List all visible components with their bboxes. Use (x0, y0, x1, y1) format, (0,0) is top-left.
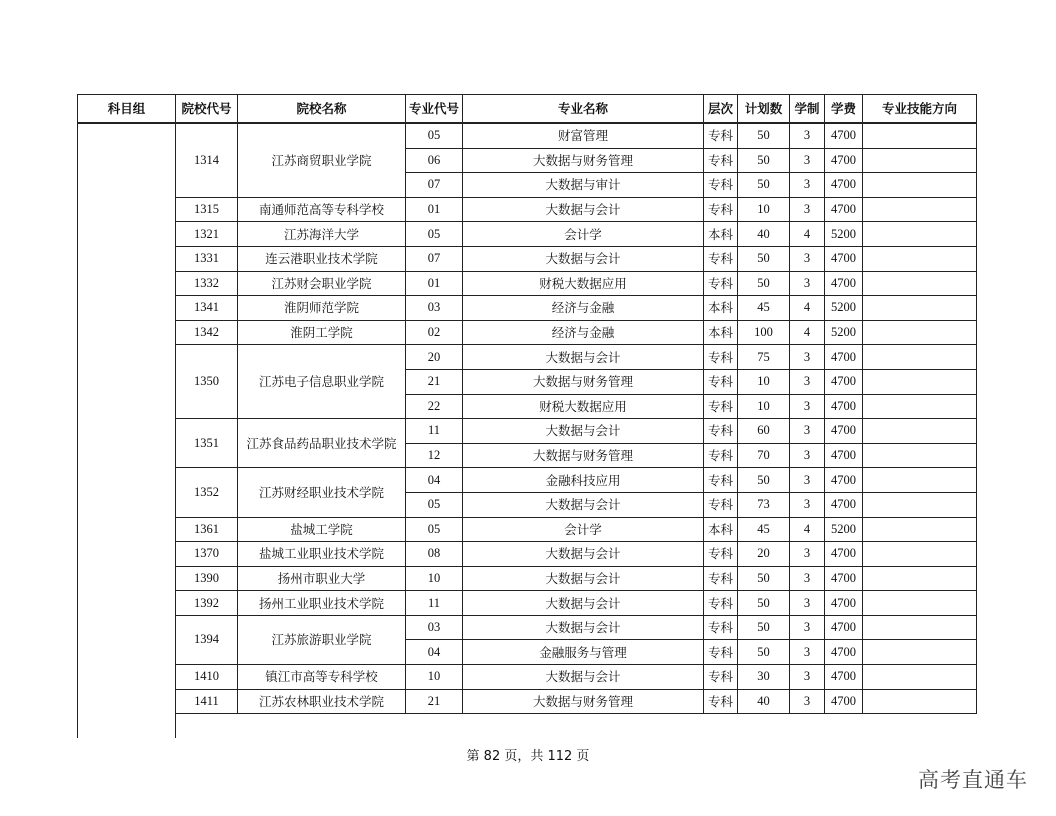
tuition-cell: 4700 (825, 665, 863, 690)
tuition-cell: 5200 (825, 517, 863, 542)
plan-count-cell: 50 (738, 640, 790, 665)
major-code-cell: 05 (406, 222, 463, 247)
plan-count-cell: 10 (738, 369, 790, 394)
tuition-cell: 4700 (825, 345, 863, 370)
school-name-cell: 江苏电子信息职业学院 (238, 345, 406, 419)
major-name-cell: 财税大数据应用 (463, 394, 704, 419)
duration-cell: 3 (790, 566, 825, 591)
skill-direction-cell (863, 566, 977, 591)
plan-count-cell: 10 (738, 197, 790, 222)
major-code-cell: 20 (406, 345, 463, 370)
plan-count-cell: 50 (738, 591, 790, 616)
plan-count-cell: 75 (738, 345, 790, 370)
school-name-cell: 南通师范高等专科学校 (238, 197, 406, 222)
plan-count-cell: 45 (738, 296, 790, 321)
tuition-cell: 4700 (825, 468, 863, 493)
duration-cell: 3 (790, 123, 825, 148)
duration-cell: 4 (790, 296, 825, 321)
column-header: 院校代号 (176, 95, 238, 124)
level-cell: 专科 (704, 394, 738, 419)
major-code-cell: 03 (406, 296, 463, 321)
major-name-cell: 大数据与会计 (463, 345, 704, 370)
duration-cell: 3 (790, 419, 825, 444)
skill-direction-cell (863, 517, 977, 542)
table-row (78, 566, 977, 591)
school-code-cell: 1314 (176, 123, 238, 197)
major-code-cell: 10 (406, 566, 463, 591)
level-cell: 专科 (704, 345, 738, 370)
skill-direction-cell (863, 123, 977, 148)
school-name-cell: 连云港职业技术学院 (238, 246, 406, 271)
table-row (78, 222, 977, 247)
table-row (78, 468, 977, 493)
table-row (78, 689, 977, 714)
school-code-cell: 1352 (176, 468, 238, 517)
major-name-cell: 大数据与审计 (463, 173, 704, 198)
plan-count-cell: 50 (738, 246, 790, 271)
school-code-cell: 1361 (176, 517, 238, 542)
school-name-cell: 江苏农林职业技术学院 (238, 689, 406, 714)
major-name-cell: 大数据与会计 (463, 665, 704, 690)
school-name-cell: 盐城工业职业技术学院 (238, 542, 406, 567)
duration-cell: 3 (790, 640, 825, 665)
tuition-cell: 4700 (825, 394, 863, 419)
column-header: 专业技能方向 (863, 95, 977, 124)
school-code-cell: 1331 (176, 246, 238, 271)
duration-cell: 3 (790, 173, 825, 198)
duration-cell: 4 (790, 517, 825, 542)
level-cell: 本科 (704, 222, 738, 247)
plan-count-cell: 50 (738, 271, 790, 296)
plan-count-cell: 50 (738, 468, 790, 493)
level-cell: 专科 (704, 123, 738, 148)
duration-cell: 3 (790, 615, 825, 640)
level-cell: 专科 (704, 197, 738, 222)
skill-direction-cell (863, 173, 977, 198)
major-name-cell: 会计学 (463, 222, 704, 247)
table-row (78, 271, 977, 296)
plan-count-cell: 100 (738, 320, 790, 345)
skill-direction-cell (863, 468, 977, 493)
skill-direction-cell (863, 419, 977, 444)
column-header: 计划数 (738, 95, 790, 124)
major-code-cell: 12 (406, 443, 463, 468)
major-name-cell: 大数据与会计 (463, 197, 704, 222)
plan-count-cell: 73 (738, 492, 790, 517)
major-name-cell: 大数据与财务管理 (463, 689, 704, 714)
major-name-cell: 会计学 (463, 517, 704, 542)
skill-direction-cell (863, 492, 977, 517)
major-code-cell: 07 (406, 246, 463, 271)
school-code-cell: 1410 (176, 665, 238, 690)
major-code-cell: 05 (406, 123, 463, 148)
plan-count-cell: 50 (738, 148, 790, 173)
level-cell: 本科 (704, 517, 738, 542)
school-name-cell: 江苏财经职业技术学院 (238, 468, 406, 517)
school-name-cell: 江苏财会职业学院 (238, 271, 406, 296)
plan-count-cell: 40 (738, 689, 790, 714)
school-code-cell: 1392 (176, 591, 238, 616)
tuition-cell: 4700 (825, 419, 863, 444)
major-name-cell: 经济与金融 (463, 320, 704, 345)
major-code-cell: 08 (406, 542, 463, 567)
school-name-cell: 淮阴工学院 (238, 320, 406, 345)
table-row (78, 320, 977, 345)
major-code-cell: 21 (406, 369, 463, 394)
level-cell: 专科 (704, 615, 738, 640)
major-code-cell: 05 (406, 517, 463, 542)
school-name-cell: 江苏海洋大学 (238, 222, 406, 247)
duration-cell: 3 (790, 369, 825, 394)
table-row (78, 197, 977, 222)
level-cell: 专科 (704, 640, 738, 665)
school-name-cell: 江苏旅游职业学院 (238, 615, 406, 664)
plan-count-cell: 50 (738, 123, 790, 148)
plan-count-cell: 30 (738, 665, 790, 690)
column-header: 专业代号 (406, 95, 463, 124)
major-code-cell: 01 (406, 197, 463, 222)
school-name-cell: 淮阴师范学院 (238, 296, 406, 321)
tuition-cell: 4700 (825, 197, 863, 222)
tuition-cell: 4700 (825, 443, 863, 468)
plan-count-cell: 50 (738, 615, 790, 640)
table-continuation (78, 714, 977, 738)
duration-cell: 3 (790, 492, 825, 517)
plan-count-cell: 40 (738, 222, 790, 247)
major-code-cell: 05 (406, 492, 463, 517)
tuition-cell: 4700 (825, 640, 863, 665)
duration-cell: 3 (790, 542, 825, 567)
major-code-cell: 06 (406, 148, 463, 173)
duration-cell: 3 (790, 394, 825, 419)
tuition-cell: 4700 (825, 148, 863, 173)
duration-cell: 4 (790, 320, 825, 345)
level-cell: 专科 (704, 542, 738, 567)
major-name-cell: 大数据与会计 (463, 419, 704, 444)
table-row (78, 591, 977, 616)
plan-count-cell: 70 (738, 443, 790, 468)
table-row (78, 123, 977, 148)
school-code-cell: 1342 (176, 320, 238, 345)
tuition-cell: 4700 (825, 246, 863, 271)
watermark: 高考直通车 (918, 768, 1028, 792)
level-cell: 专科 (704, 689, 738, 714)
skill-direction-cell (863, 222, 977, 247)
major-code-cell: 02 (406, 320, 463, 345)
major-name-cell: 大数据与财务管理 (463, 443, 704, 468)
plan-count-cell: 10 (738, 394, 790, 419)
level-cell: 专科 (704, 665, 738, 690)
skill-direction-cell (863, 296, 977, 321)
school-code-cell: 1351 (176, 419, 238, 468)
tuition-cell: 4700 (825, 615, 863, 640)
tuition-cell: 5200 (825, 320, 863, 345)
skill-direction-cell (863, 369, 977, 394)
duration-cell: 3 (790, 689, 825, 714)
level-cell: 专科 (704, 246, 738, 271)
column-header: 学制 (790, 95, 825, 124)
school-code-cell: 1321 (176, 222, 238, 247)
plan-count-cell: 60 (738, 419, 790, 444)
school-code-cell: 1332 (176, 271, 238, 296)
school-name-cell: 盐城工学院 (238, 517, 406, 542)
subject-group-cell (78, 123, 176, 738)
tuition-cell: 4700 (825, 271, 863, 296)
school-code-cell: 1390 (176, 566, 238, 591)
level-cell: 专科 (704, 468, 738, 493)
skill-direction-cell (863, 591, 977, 616)
major-name-cell: 大数据与会计 (463, 542, 704, 567)
tuition-cell: 4700 (825, 123, 863, 148)
table-row (78, 615, 977, 640)
plan-count-cell: 45 (738, 517, 790, 542)
school-name-cell: 扬州市职业大学 (238, 566, 406, 591)
table-row (78, 419, 977, 444)
duration-cell: 3 (790, 443, 825, 468)
major-name-cell: 大数据与会计 (463, 566, 704, 591)
major-name-cell: 经济与金融 (463, 296, 704, 321)
major-code-cell: 04 (406, 468, 463, 493)
skill-direction-cell (863, 542, 977, 567)
tuition-cell: 4700 (825, 689, 863, 714)
column-header: 学费 (825, 95, 863, 124)
school-name-cell: 江苏商贸职业学院 (238, 123, 406, 197)
skill-direction-cell (863, 640, 977, 665)
column-header: 院校名称 (238, 95, 406, 124)
major-code-cell: 22 (406, 394, 463, 419)
major-code-cell: 11 (406, 591, 463, 616)
duration-cell: 3 (790, 468, 825, 493)
skill-direction-cell (863, 148, 977, 173)
table-row (78, 542, 977, 567)
major-code-cell: 21 (406, 689, 463, 714)
tuition-cell: 4700 (825, 173, 863, 198)
level-cell: 专科 (704, 492, 738, 517)
level-cell: 专科 (704, 271, 738, 296)
level-cell: 专科 (704, 148, 738, 173)
page-number: 第 82 页，共 112 页 (466, 749, 590, 764)
major-name-cell: 金融科技应用 (463, 468, 704, 493)
skill-direction-cell (863, 665, 977, 690)
column-header: 专业名称 (463, 95, 704, 124)
column-header: 科目组 (78, 95, 176, 124)
table-row (78, 246, 977, 271)
skill-direction-cell (863, 345, 977, 370)
skill-direction-cell (863, 394, 977, 419)
major-name-cell: 大数据与会计 (463, 246, 704, 271)
skill-direction-cell (863, 271, 977, 296)
school-name-cell: 扬州工业职业技术学院 (238, 591, 406, 616)
plan-count-cell: 20 (738, 542, 790, 567)
skill-direction-cell (863, 246, 977, 271)
level-cell: 专科 (704, 443, 738, 468)
duration-cell: 3 (790, 246, 825, 271)
level-cell: 专科 (704, 173, 738, 198)
plan-count-cell: 50 (738, 566, 790, 591)
major-code-cell: 04 (406, 640, 463, 665)
level-cell: 本科 (704, 320, 738, 345)
tuition-cell: 4700 (825, 591, 863, 616)
major-code-cell: 10 (406, 665, 463, 690)
level-cell: 专科 (704, 419, 738, 444)
major-name-cell: 金融服务与管理 (463, 640, 704, 665)
tuition-cell: 4700 (825, 369, 863, 394)
major-name-cell: 大数据与财务管理 (463, 369, 704, 394)
table-row (78, 345, 977, 370)
table-header-row (78, 95, 977, 124)
duration-cell: 3 (790, 197, 825, 222)
school-code-cell: 1394 (176, 615, 238, 664)
major-name-cell: 财税大数据应用 (463, 271, 704, 296)
major-name-cell: 大数据与会计 (463, 615, 704, 640)
duration-cell: 3 (790, 591, 825, 616)
school-code-cell: 1350 (176, 345, 238, 419)
skill-direction-cell (863, 320, 977, 345)
skill-direction-cell (863, 615, 977, 640)
tuition-cell: 4700 (825, 542, 863, 567)
level-cell: 本科 (704, 296, 738, 321)
tuition-cell: 5200 (825, 222, 863, 247)
enrollment-plan-table (77, 94, 977, 738)
tuition-cell: 5200 (825, 296, 863, 321)
skill-direction-cell (863, 689, 977, 714)
duration-cell: 3 (790, 271, 825, 296)
tuition-cell: 4700 (825, 566, 863, 591)
table-row (78, 517, 977, 542)
duration-cell: 3 (790, 148, 825, 173)
major-code-cell: 01 (406, 271, 463, 296)
duration-cell: 4 (790, 222, 825, 247)
table-row (78, 665, 977, 690)
skill-direction-cell (863, 197, 977, 222)
school-name-cell: 镇江市高等专科学校 (238, 665, 406, 690)
skill-direction-cell (863, 443, 977, 468)
major-name-cell: 大数据与会计 (463, 591, 704, 616)
major-code-cell: 07 (406, 173, 463, 198)
table-row (78, 296, 977, 321)
school-code-cell: 1341 (176, 296, 238, 321)
duration-cell: 3 (790, 345, 825, 370)
major-name-cell: 大数据与财务管理 (463, 148, 704, 173)
major-code-cell: 11 (406, 419, 463, 444)
school-code-cell: 1315 (176, 197, 238, 222)
duration-cell: 3 (790, 665, 825, 690)
school-name-cell: 江苏食品药品职业技术学院 (238, 419, 406, 468)
column-header: 层次 (704, 95, 738, 124)
school-code-cell: 1411 (176, 689, 238, 714)
tuition-cell: 4700 (825, 492, 863, 517)
level-cell: 专科 (704, 369, 738, 394)
major-name-cell: 大数据与会计 (463, 492, 704, 517)
major-code-cell: 03 (406, 615, 463, 640)
plan-count-cell: 50 (738, 173, 790, 198)
school-code-cell: 1370 (176, 542, 238, 567)
level-cell: 专科 (704, 591, 738, 616)
major-name-cell: 财富管理 (463, 123, 704, 148)
level-cell: 专科 (704, 566, 738, 591)
